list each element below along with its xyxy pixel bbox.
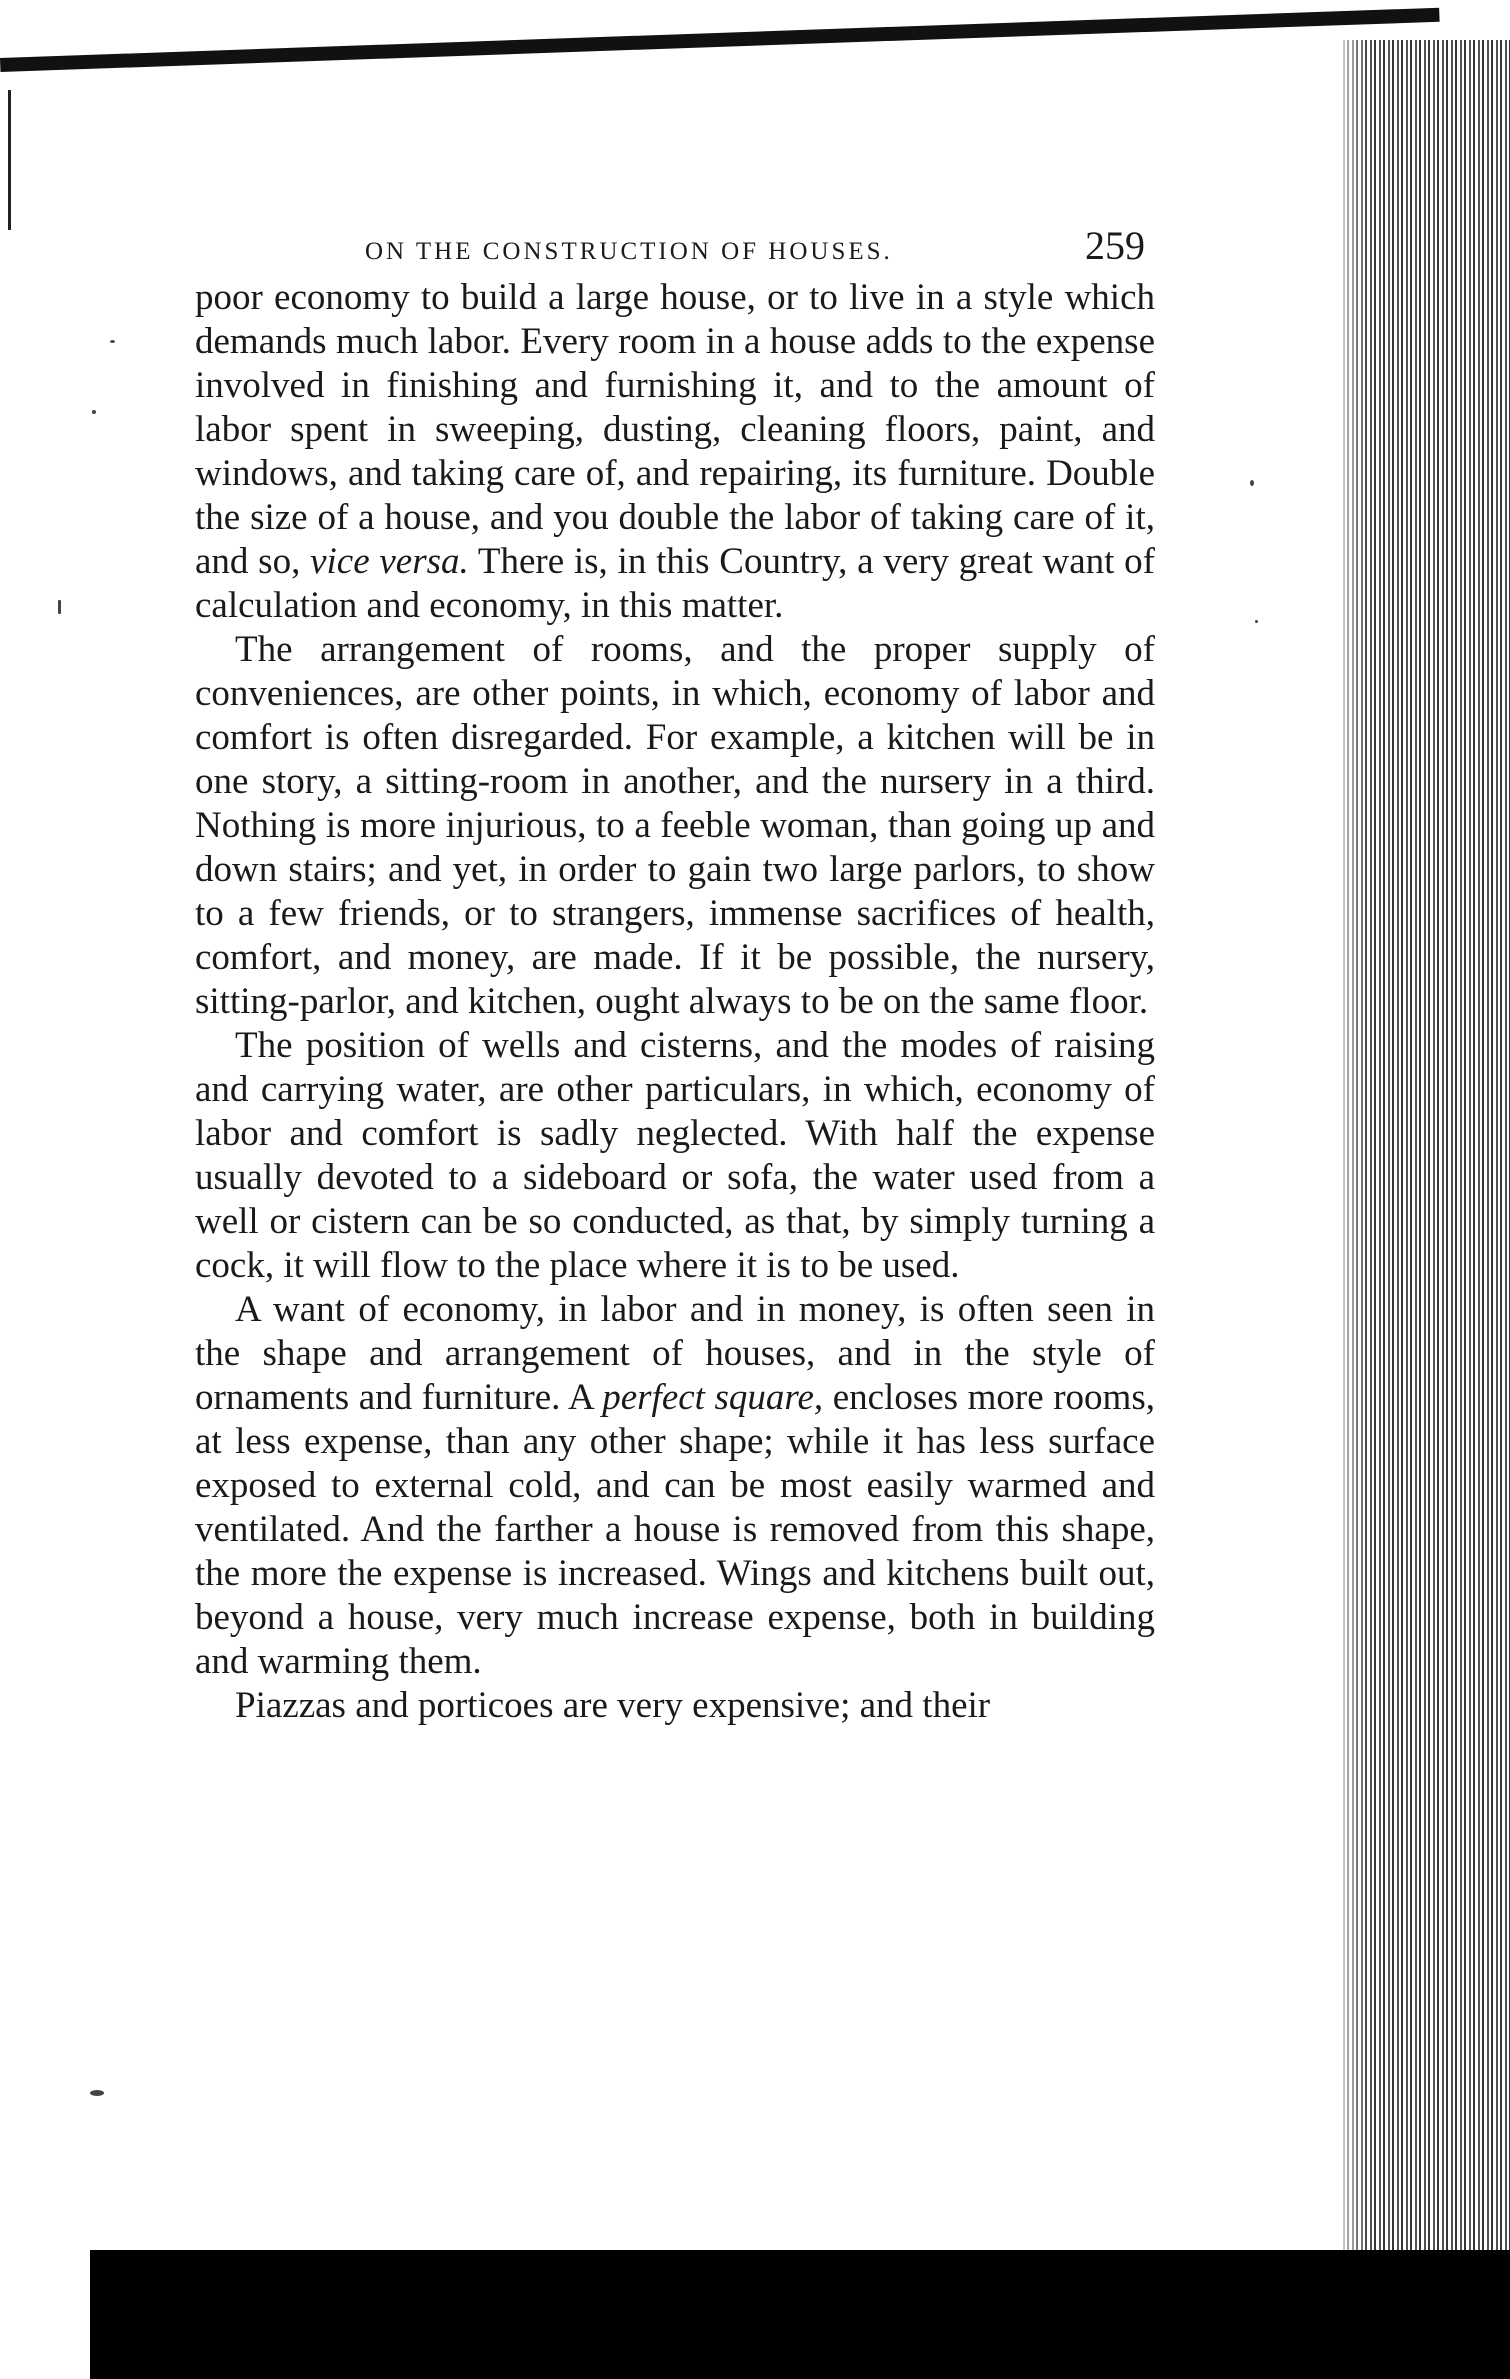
paragraph-3: The position of wells and cisterns, and the modes of raising and carrying water, are other particulars, in which, economy of labor and comfort is sadly neglected. With half the expense usually devoted to a sideboard or sofa, the water used from a well or cistern can be so conducted, as that, by simply turning a cock, it will flow to the place where it is to be used. <box>195 1025 1155 1286</box>
paragraph-1: poor economy to build a large house, or to live in a style which demands much labor. Every room in a house adds to the expense involved in finishing and furnishing it, and to the amount of labor spent in sweeping, dusting, cleaning floors, paint, and windows, and taking care of, and repairing, its furniture. Double the size of a house, and you double the labor of taking care of it, and so, vice versa. There is, in this Country, a very great want of calculation and economy, in this matter. <box>195 277 1155 626</box>
page-header <box>195 210 1155 270</box>
paragraph-5: Piazzas and porticoes are very expensive; and their <box>235 1685 991 1726</box>
running-title: ON THE CONSTRUCTION OF HOUSES. <box>365 238 893 265</box>
page-left-edge <box>8 90 11 230</box>
page-top-edge <box>0 0 1510 80</box>
page-bottom-edge <box>90 2250 1510 2379</box>
page-number: 259 <box>1085 223 1145 268</box>
page-body <box>195 210 1155 1728</box>
paragraph-2: The arrangement of rooms, and the proper supply of conveniences, are other points, in which, economy of labor and comfort is often disregarded. For example, a kitchen will be in one story, a sitting-room in another, and the nursery in a third. Nothing is more injurious, to a feeble woman, than going up and down stairs; and yet, in order to gain two large parlors, to show to a few friends, or to strangers, immense sacrifices of health, comfort, and money, are made. If it be possible, the nursery, sitting-parlor, and kitchen, ought always to be on the same floor. <box>195 629 1155 1022</box>
paragraph-4: A want of economy, in labor and in money, is often seen in the shape and arrangement of houses, and in the style of ornaments and furniture. A perfect square, encloses more rooms, at less expense, than any other shape; while it has less surface exposed to external cold, and can be most easily warmed and ventilated. And the farther a house is removed from this shape, the more the expense is increased. Wings and kitchens built out, beyond a house, very much increase expense, both in building and warming them. <box>195 1289 1155 1682</box>
